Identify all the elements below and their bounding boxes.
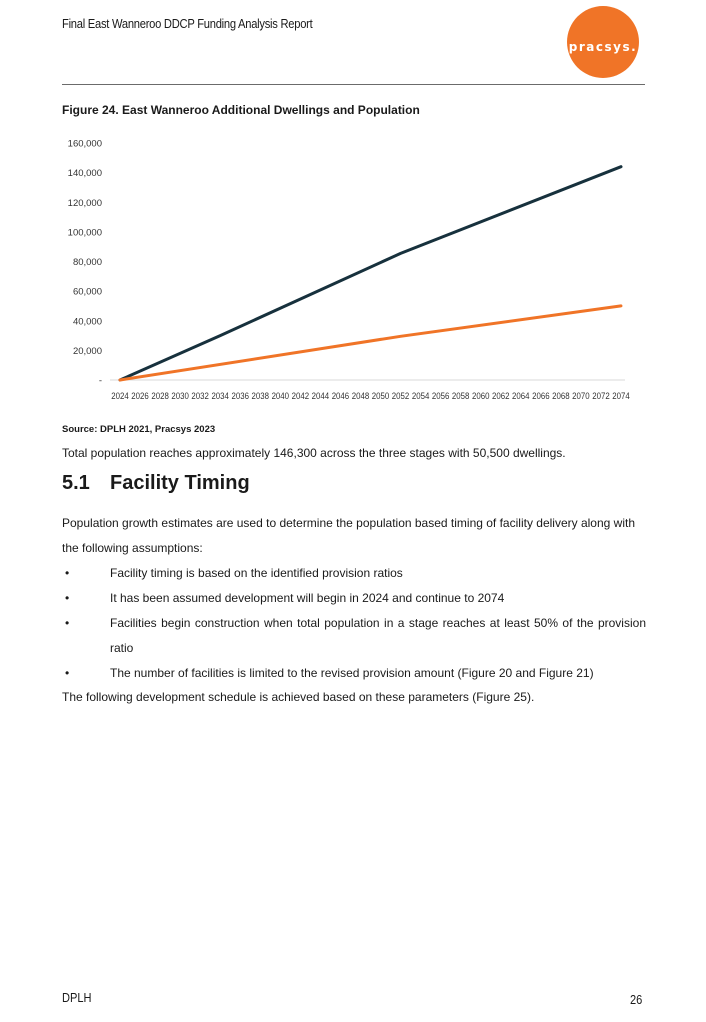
summary-paragraph: Total population reaches approximately 146,300 across the three stages with 50,500 dwellings. — [62, 446, 566, 460]
x-tick-label: 2048 — [351, 391, 370, 401]
header-title: Final East Wanneroo DDCP Funding Analysis Report — [62, 16, 313, 31]
x-tick-label: 2050 — [371, 391, 390, 401]
x-tick-label: 2066 — [532, 391, 550, 401]
x-tick-label: 2042 — [291, 391, 310, 401]
x-tick-label: 2074 — [612, 391, 630, 401]
series-line-dwellings — [120, 306, 621, 380]
page-number: 26 — [630, 992, 643, 1007]
intro-paragraph: Population growth estimates are used to determine the population based timing of facility delivery along with the following assumptions: — [62, 516, 635, 555]
list-item: • The number of facilities is limited to the revised provision amount (Figure 20 and Figure 21) — [62, 661, 646, 686]
y-tick-label: 100,000 — [67, 227, 102, 239]
x-tick-label: 2054 — [411, 391, 430, 401]
y-tick-label: 40,000 — [72, 316, 102, 328]
x-tick-label: 2030 — [171, 391, 189, 401]
pracsys-logo — [567, 6, 639, 78]
closing-paragraph: The following development schedule is achieved based on these parameters (Figure 25). — [62, 690, 535, 704]
x-tick-label: 2068 — [552, 391, 570, 401]
population-dwellings-chart — [0, 125, 706, 415]
x-tick-label: 2044 — [311, 391, 330, 401]
figure-caption: Figure 24. East Wanneroo Additional Dwellings and Population — [62, 103, 420, 117]
y-tick-label: 160,000 — [67, 138, 102, 150]
footer-organisation: DPLH — [62, 990, 92, 1005]
y-tick-label: 120,000 — [67, 197, 102, 209]
x-tick-label: 2028 — [151, 391, 169, 401]
bullet-glyph: • — [65, 666, 70, 680]
bullet-glyph: • — [65, 616, 70, 630]
y-tick-label: 140,000 — [67, 168, 102, 180]
y-tick-label: 60,000 — [72, 286, 102, 298]
section-title: Facility Timing — [110, 472, 250, 494]
assumptions-list — [62, 561, 646, 686]
x-tick-label: 2034 — [211, 391, 229, 401]
section-number: 5.1 — [62, 472, 90, 494]
list-item: • Facility timing is based on the identified provision ratios — [62, 561, 646, 586]
figure-source: Source: DPLH 2021, Pracsys 2023 — [62, 424, 216, 435]
x-tick-label: 2032 — [191, 391, 209, 401]
x-tick-label: 2062 — [492, 391, 510, 401]
x-tick-label: 2072 — [592, 391, 610, 401]
bullet-glyph: • — [65, 591, 70, 605]
x-tick-label: 2046 — [331, 391, 350, 401]
y-tick-label: - — [98, 375, 102, 387]
header-divider — [62, 84, 645, 85]
bullet-glyph: • — [65, 566, 70, 580]
series-line-population — [120, 167, 621, 380]
section-heading — [62, 472, 250, 495]
x-tick-label: 2040 — [271, 391, 290, 401]
x-tick-label: 2038 — [251, 391, 270, 401]
x-tick-label: 2064 — [512, 391, 530, 401]
x-tick-label: 2026 — [131, 391, 149, 401]
x-tick-label: 2056 — [431, 391, 450, 401]
x-tick-label: 2036 — [231, 391, 249, 401]
x-tick-label: 2060 — [471, 391, 490, 401]
y-tick-label: 80,000 — [72, 257, 102, 268]
logo-text: pracsys. — [568, 40, 638, 54]
list-item: • Facilities begin construction when total population in a stage reaches at least 50% of the provision ratio — [62, 611, 646, 661]
x-tick-label: 2058 — [451, 391, 470, 401]
x-tick-label: 2070 — [572, 391, 590, 401]
x-tick-label: 2052 — [391, 391, 410, 401]
y-tick-label: 20,000 — [72, 345, 102, 357]
list-item: • It has been assumed development will begin in 2024 and continue to 2074 — [62, 586, 646, 611]
x-tick-label: 2024 — [111, 391, 129, 401]
